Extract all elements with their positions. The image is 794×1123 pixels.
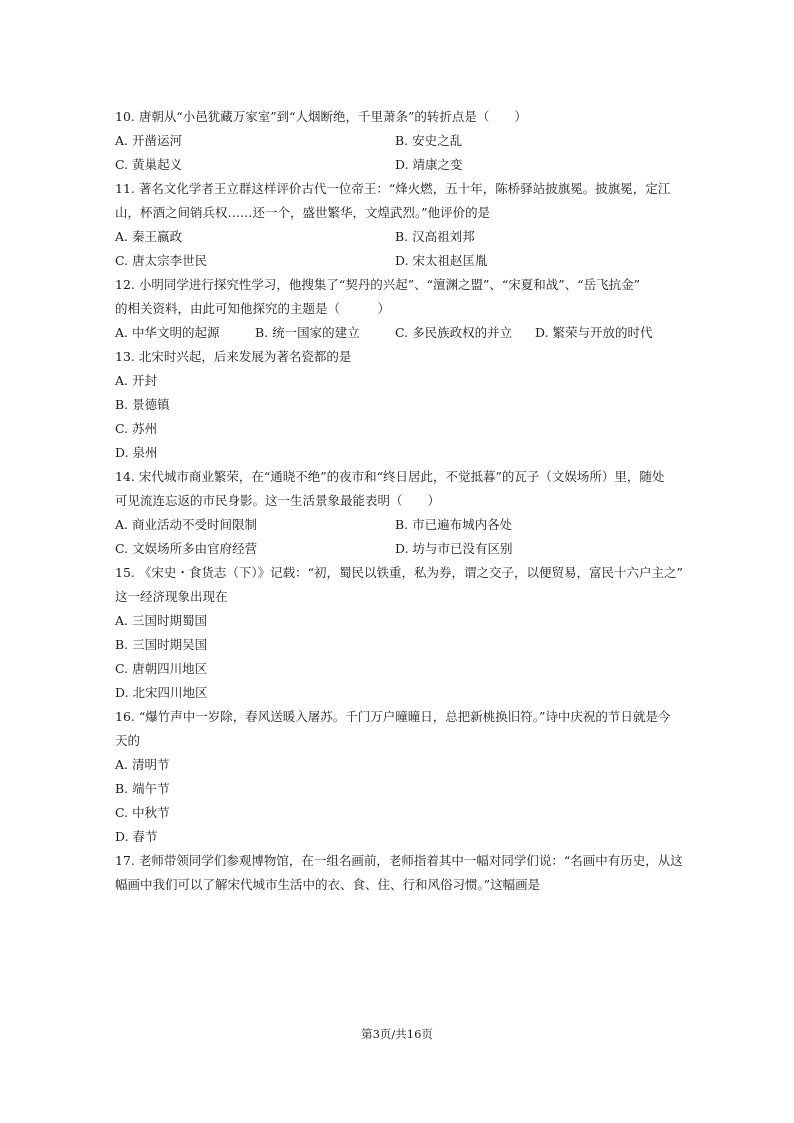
option-d: D. 繁荣与开放的时代 [535,325,653,340]
option-b: B. 三国时期吴国 [115,637,208,652]
options-row [115,225,675,249]
question-text: 17. 老师带领同学们参观博物馆，在一组名画前，老师指着其中一幅对同学们说：“名画中有历史，从这 [115,853,683,868]
option-b: B. 端午节 [115,781,170,796]
option-d: D. 北宋四川地区 [115,685,208,700]
options-row [115,249,675,273]
option-a: A. 开封 [115,373,157,388]
options-row [115,129,675,153]
options-row [115,153,675,177]
question-text: 幅画中我们可以了解宋代城市生活中的衣、食、住、行和风俗习惯。”这幅画是 [115,877,541,892]
option-c: C. 中秋节 [115,805,170,820]
option-c: C. 唐太宗李世民 [115,253,208,268]
question-12 [115,273,675,345]
option-c: C. 黄巢起义 [115,157,183,172]
option-a: A. 开凿运河 [115,133,182,148]
question-text: 10. 唐朝从“小邑犹藏万家室”到“人烟断绝，千里萧条”的转折点是（ ） [115,109,527,124]
question-16 [115,705,675,849]
question-text: 12. 小明同学进行探究性学习，他搜集了“契丹的兴起”、“澶渊之盟”、“宋夏和战”、“岳飞抗金” [115,277,640,292]
option-b: B. 市已遍布城内各处 [395,517,513,532]
options-row [115,537,675,561]
document-body [115,105,683,897]
question-13 [115,345,675,465]
question-text: 16. “爆竹声中一岁除，春风送暖入屠苏。千门万户曈曈日，总把新桃换旧符。”诗中庆祝的节日就是今 [115,709,671,724]
question-text: 天的 [115,733,141,748]
option-a: A. 商业活动不受时间限制 [115,517,257,532]
question-text: 的相关资料，由此可知他探究的主题是（ ） [115,301,391,316]
option-b: B. 安史之乱 [395,133,463,148]
option-a: A. 秦王嬴政 [115,229,182,244]
question-14 [115,465,675,561]
option-c: C. 唐朝四川地区 [115,661,208,676]
option-b: B. 景德镇 [115,397,170,412]
option-d: D. 靖康之变 [395,157,463,172]
option-c: C. 文娱场所多由官府经营 [115,541,258,556]
options-row [115,513,675,537]
question-text: 可见流连忘返的市民身影。这一生活景象最能表明（ ） [115,493,441,508]
question-text: 15. 《宋史・食货志（下）》记载：“初，蜀民以铁重，私为券，谓之交子，以便贸易，富民十六户主之” [115,565,683,580]
option-c: C. 苏州 [115,421,158,436]
question-11 [115,177,675,273]
question-text: 这一经济现象出现在 [115,589,228,604]
option-a: A. 清明节 [115,757,170,772]
option-b: B. 统一国家的建立 [255,325,360,340]
option-d: D. 坊与市已没有区别 [395,541,513,556]
options-row [115,321,675,345]
question-text: 11. 著名文化学者王立群这样评价古代一位帝王：“烽火燃，五十年，陈桥驿站披旗冕。披旗冕，定江 [115,181,671,196]
question-17 [115,849,683,897]
option-d: D. 春节 [115,829,158,844]
question-text: 山，杯酒之间销兵权……还一个，盛世繁华，文煌武烈。”他评价的是 [115,205,491,220]
option-a: A. 三国时期蜀国 [115,613,207,628]
question-text: 13. 北宋时兴起，后来发展为著名瓷都的是 [115,349,352,364]
option-a: A. 中华文明的起源 [115,325,220,340]
option-d: D. 宋太祖赵匡胤 [395,253,488,268]
option-c: C. 多民族政权的并立 [395,325,513,340]
question-text: 14. 宋代城市商业繁荣，在“通晓不绝”的夜市和“终日居此，不觉抵暮”的瓦子（文娱场所）里，随处 [115,469,665,484]
option-b: B. 汉高祖刘邦 [395,229,475,244]
question-15 [115,561,683,705]
page-number: 第3页/共16页 [361,1027,433,1041]
question-10 [115,105,675,177]
option-d: D. 泉州 [115,445,158,460]
